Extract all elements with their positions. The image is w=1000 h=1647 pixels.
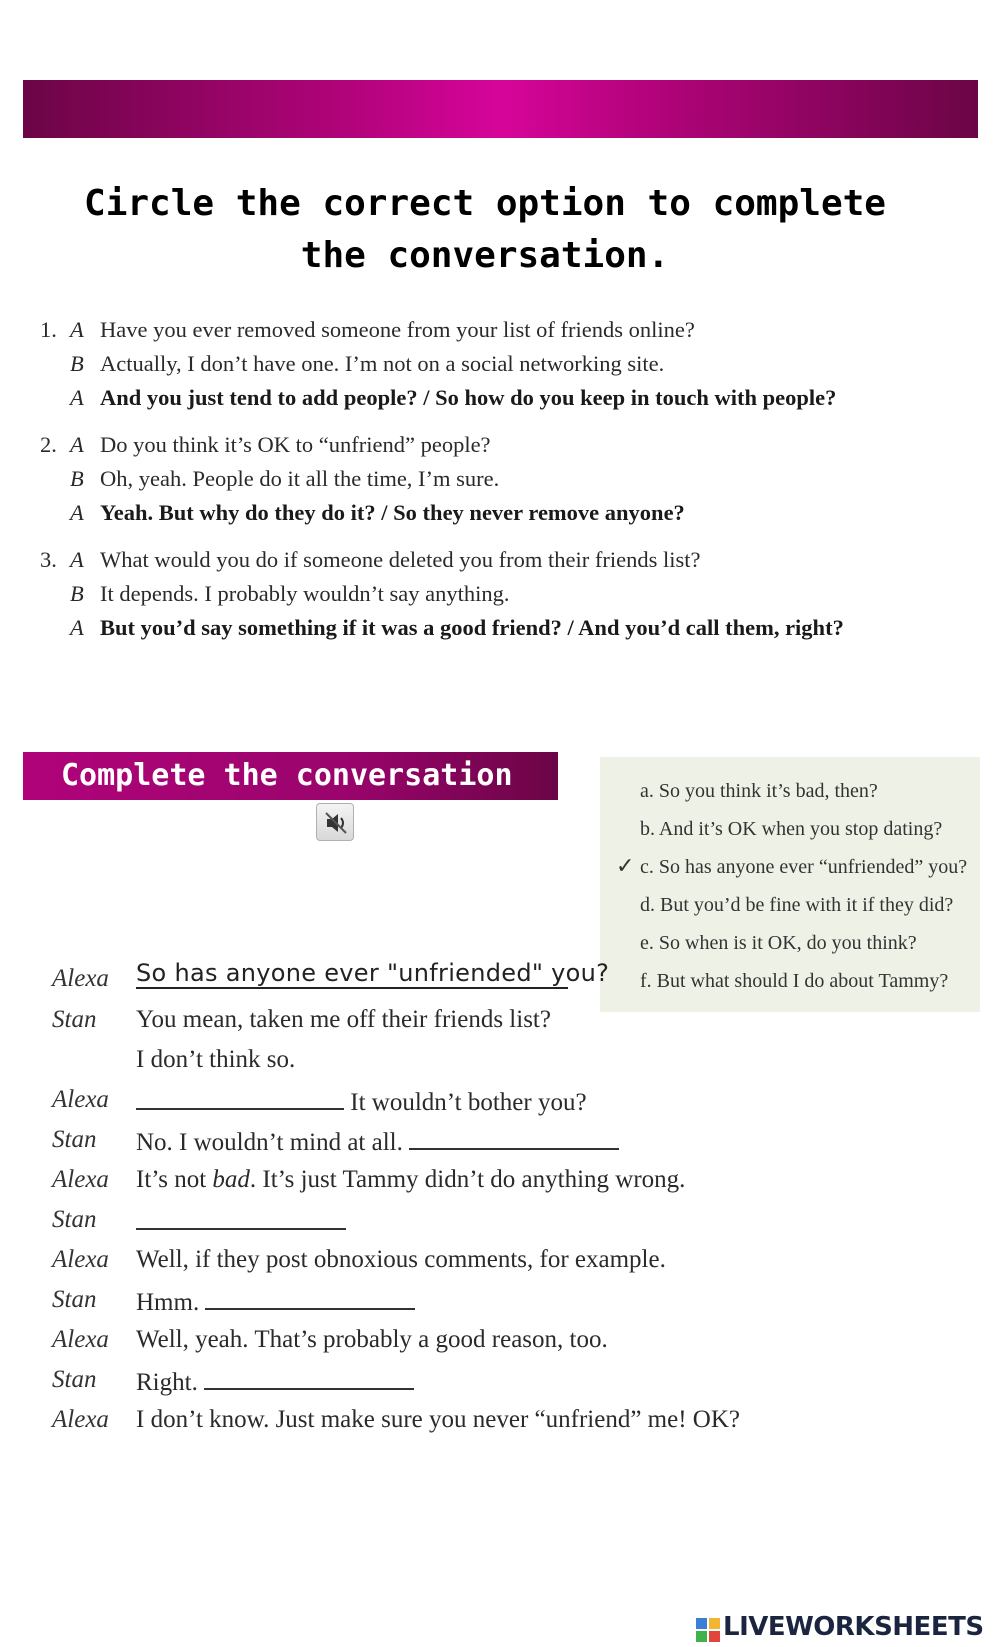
- question-2: [40, 428, 970, 530]
- question-text: Oh, yeah. People do it all the time, I’m sure.: [100, 466, 500, 491]
- question-text: Do you think it’s OK to “unfriend” people?: [100, 432, 491, 457]
- dialogue-row: [52, 1366, 952, 1406]
- dialogue-row: [52, 1086, 952, 1126]
- dialogue-text: I don’t think so.: [136, 1046, 296, 1073]
- answer-options[interactable]: Yeah. But why do they do it? / So they never remove anyone?: [100, 500, 685, 525]
- question-number: 3.: [40, 547, 57, 572]
- dialogue-text-part: Hmm.: [136, 1289, 200, 1316]
- option-c: c. So has anyone ever “unfriended” you?: [640, 856, 968, 878]
- dialogue-text-part: . It’s just Tammy didn’t do anything wrong.: [249, 1166, 686, 1193]
- speaker-name: Stan: [52, 1206, 97, 1233]
- speaker-name: Stan: [52, 1126, 97, 1153]
- dialogue-emphasis: bad: [212, 1166, 250, 1193]
- dialogue-text: [136, 1126, 619, 1157]
- question-text: Actually, I don’t have one. I’m not on a social networking site.: [100, 351, 665, 376]
- dialogue-row: [52, 959, 952, 1005]
- speaker-label: A: [70, 547, 84, 572]
- answer-options[interactable]: But you’d say something if it was a good friend? / And you’d call them, right?: [100, 615, 844, 640]
- speaker-name: Stan: [52, 1366, 97, 1393]
- dialogue-row: [52, 1286, 952, 1326]
- section-title: Complete the conversation: [61, 758, 513, 793]
- dialogue-row: [52, 1166, 952, 1206]
- dialogue-row: [52, 1126, 952, 1166]
- question-line: [40, 462, 970, 496]
- instruction-line-2: the conversation.: [300, 235, 670, 276]
- option-e: e. So when is it OK, do you think?: [640, 932, 917, 954]
- speaker-label: A: [70, 500, 84, 525]
- speaker-name: Alexa: [52, 1246, 109, 1273]
- play-audio-button[interactable]: [316, 803, 354, 841]
- dialogue-text-part: No. I wouldn’t mind at all.: [136, 1129, 403, 1156]
- question-line: [40, 428, 970, 462]
- speaker-name: Alexa: [52, 1166, 109, 1193]
- dialogue-row: [52, 1046, 952, 1086]
- speaker-label: A: [70, 385, 84, 410]
- speaker-name: Alexa: [52, 965, 109, 992]
- speaker-label: A: [70, 615, 84, 640]
- dialogue-row: [52, 1006, 952, 1046]
- instruction-line-1: Circle the correct option to complete: [84, 183, 886, 224]
- top-banner: [23, 80, 978, 138]
- dialogue-text: [136, 1206, 346, 1237]
- speaker-name: Stan: [52, 1286, 97, 1313]
- question-number: 1.: [40, 317, 57, 342]
- dialogue-text: [136, 1366, 414, 1397]
- example-answer: So has anyone ever "unfriended" you?: [136, 959, 610, 987]
- dialogue-text: Well, if they post obnoxious comments, for example.: [136, 1246, 666, 1273]
- question-line: [40, 347, 970, 381]
- speaker-label: B: [70, 466, 84, 491]
- liveworksheets-logo-icon: [695, 1617, 721, 1643]
- speaker-label: B: [70, 581, 84, 606]
- check-mark-icon: ✓: [616, 853, 635, 878]
- question-3: [40, 543, 970, 645]
- section-title-banner: [23, 752, 558, 800]
- dialogue-text: You mean, taken me off their friends list?: [136, 1006, 551, 1033]
- dialogue-row: [52, 1326, 952, 1366]
- speaker-label: A: [70, 317, 84, 342]
- speaker-name: Alexa: [52, 1406, 109, 1433]
- speaker-name: Alexa: [52, 1086, 109, 1113]
- dialogue-row: [52, 1246, 952, 1286]
- question-line: [40, 543, 970, 577]
- option-f: f. But what should I do about Tammy?: [640, 970, 949, 992]
- dialogue-text: Well, yeah. That’s probably a good reason, too.: [136, 1326, 608, 1353]
- dialogue-text: I don’t know. Just make sure you never “unfriend” me! OK?: [136, 1406, 740, 1433]
- option-a: a. So you think it’s bad, then?: [640, 780, 878, 802]
- dialogue-row: [52, 1406, 952, 1446]
- dialogue-text: [136, 1086, 587, 1117]
- question-number: 2.: [40, 432, 57, 457]
- question-line: [40, 496, 970, 530]
- answer-blank[interactable]: [204, 1366, 414, 1390]
- answer-blank[interactable]: [136, 1086, 344, 1110]
- question-1: [40, 313, 970, 415]
- speaker-name: Alexa: [52, 1326, 109, 1353]
- question-text: What would you do if someone deleted you from their friends list?: [100, 547, 701, 572]
- question-line: [40, 313, 970, 347]
- answer-blank[interactable]: [136, 1206, 346, 1230]
- logo-text: LIVEWORKSHEETS: [723, 1612, 984, 1642]
- dialogue-row: [52, 1206, 952, 1246]
- speaker-label: A: [70, 432, 84, 457]
- dialogue-text-part: Right.: [136, 1369, 198, 1396]
- question-line: [40, 611, 970, 645]
- option-d: d. But you’d be fine with it if they did?: [640, 894, 954, 916]
- question-text: It depends. I probably wouldn’t say anything.: [100, 581, 510, 606]
- option-b: b. And it’s OK when you stop dating?: [640, 818, 943, 840]
- speaker-name: Stan: [52, 1006, 97, 1033]
- dialogue-text: [136, 1286, 415, 1317]
- dialogue-text-part: It wouldn’t bother you?: [350, 1089, 587, 1116]
- speaker-icon: [323, 810, 349, 836]
- question-text: Have you ever removed someone from your list of friends online?: [100, 317, 695, 342]
- answer-blank[interactable]: [409, 1126, 619, 1150]
- answer-blank[interactable]: [205, 1286, 415, 1310]
- instruction-heading: [0, 178, 970, 282]
- answer-options[interactable]: And you just tend to add people? / So how do you keep in touch with people?: [100, 385, 837, 410]
- speaker-label: B: [70, 351, 84, 376]
- question-line: [40, 381, 970, 415]
- dialogue-text-part: It’s not: [136, 1166, 213, 1193]
- question-line: [40, 577, 970, 611]
- dialogue-text: [136, 1166, 685, 1194]
